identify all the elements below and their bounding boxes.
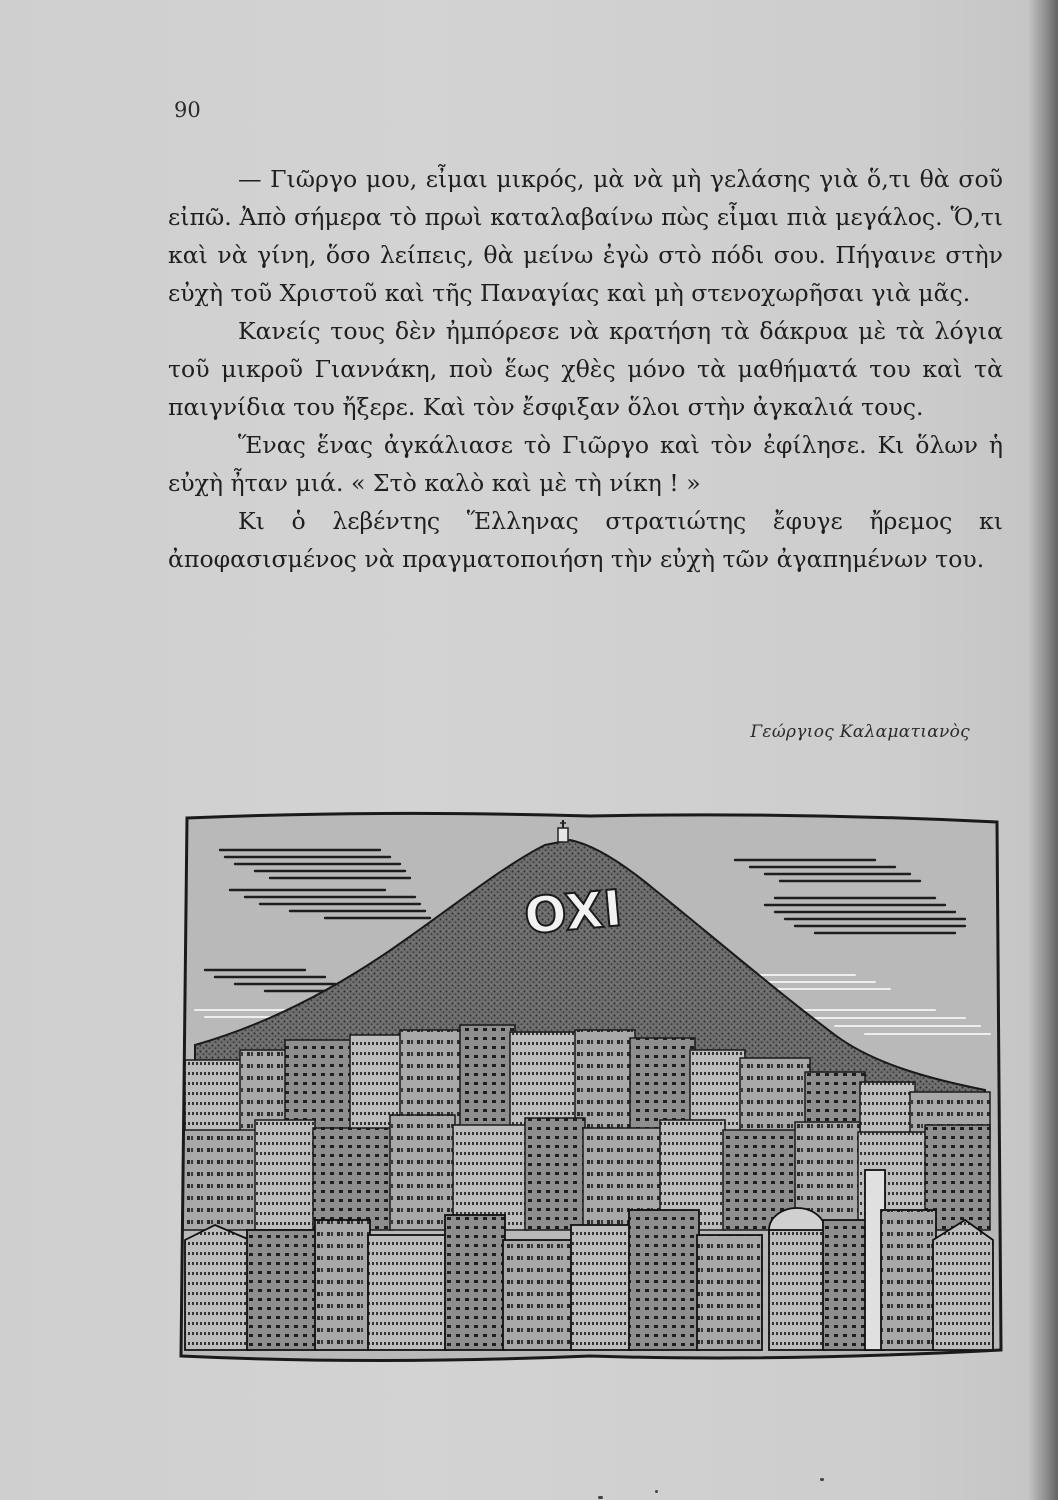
paragraph-1: — Γιῶργο μου, εἶμαι μικρός, μὰ νὰ μὴ γελάσης γιὰ ὅ,τι θὰ σοῦ εἰπῶ. Ἀπὸ σήμερα τὸ πρωὶ καταλαβαίνω πὼς εἶμαι πιὰ μεγάλος. Ὅ,τι καὶ νὰ γίνη, ὅσο λείπεις, θὰ μείνω ἐγὼ στὸ πόδι σου. Πήγαινε στὴν εὐχὴ τοῦ Χριστοῦ καὶ τῆς Παναγίας καὶ μὴ στενοχωρῆσαι γιὰ μᾶς. [168,165,1003,307]
lycabettus-illustration [175,810,1005,1365]
paragraph-4: Κι ὁ λεβέντης Ἕλληνας στρατιώτης ἔφυγε ἤρεμος κι ἀποφασισμένος νὰ πραγματοποιήση τὴν εὐχὴ τῶν ἀγαπημένων του. [168,507,1003,573]
paragraph-3: Ἕνας ἕνας ἀγκάλιασε τὸ Γιῶργο καὶ τὸν ἐφίλησε. Κι ὅλων ἡ εὐχὴ ἦταν μιά. « Στὸ καλὸ καὶ μὲ τὴ νίκη ! » [168,431,1003,497]
chapel-icon [558,828,568,842]
ink-speck [820,1478,824,1481]
ink-speck [598,1496,603,1499]
page-number: 90 [174,98,201,122]
oxi-sign [522,879,625,945]
paragraph-2: Κανείς τους δὲν ἠμπόρεσε νὰ κρατήση τὰ δάκρυα μὲ τὰ λόγια τοῦ μικροῦ Γιαννάκη, ποὺ ἕως χθὲς μόνο τὰ μαθήματά του καὶ τὰ παιγνίδια του ἤξερε. Καὶ τὸν ἔσφιξαν ὅλοι στὴν ἀγκαλιά τους. [168,317,1003,421]
oxi-text: OXI [521,879,625,946]
story-text [168,160,1003,578]
woodcut-image [175,810,1005,1365]
page-edge-shadow [1028,0,1058,1500]
ink-speck [655,1490,658,1493]
author-signature: Γεώργιος Καλαματιανὸς [750,722,970,742]
